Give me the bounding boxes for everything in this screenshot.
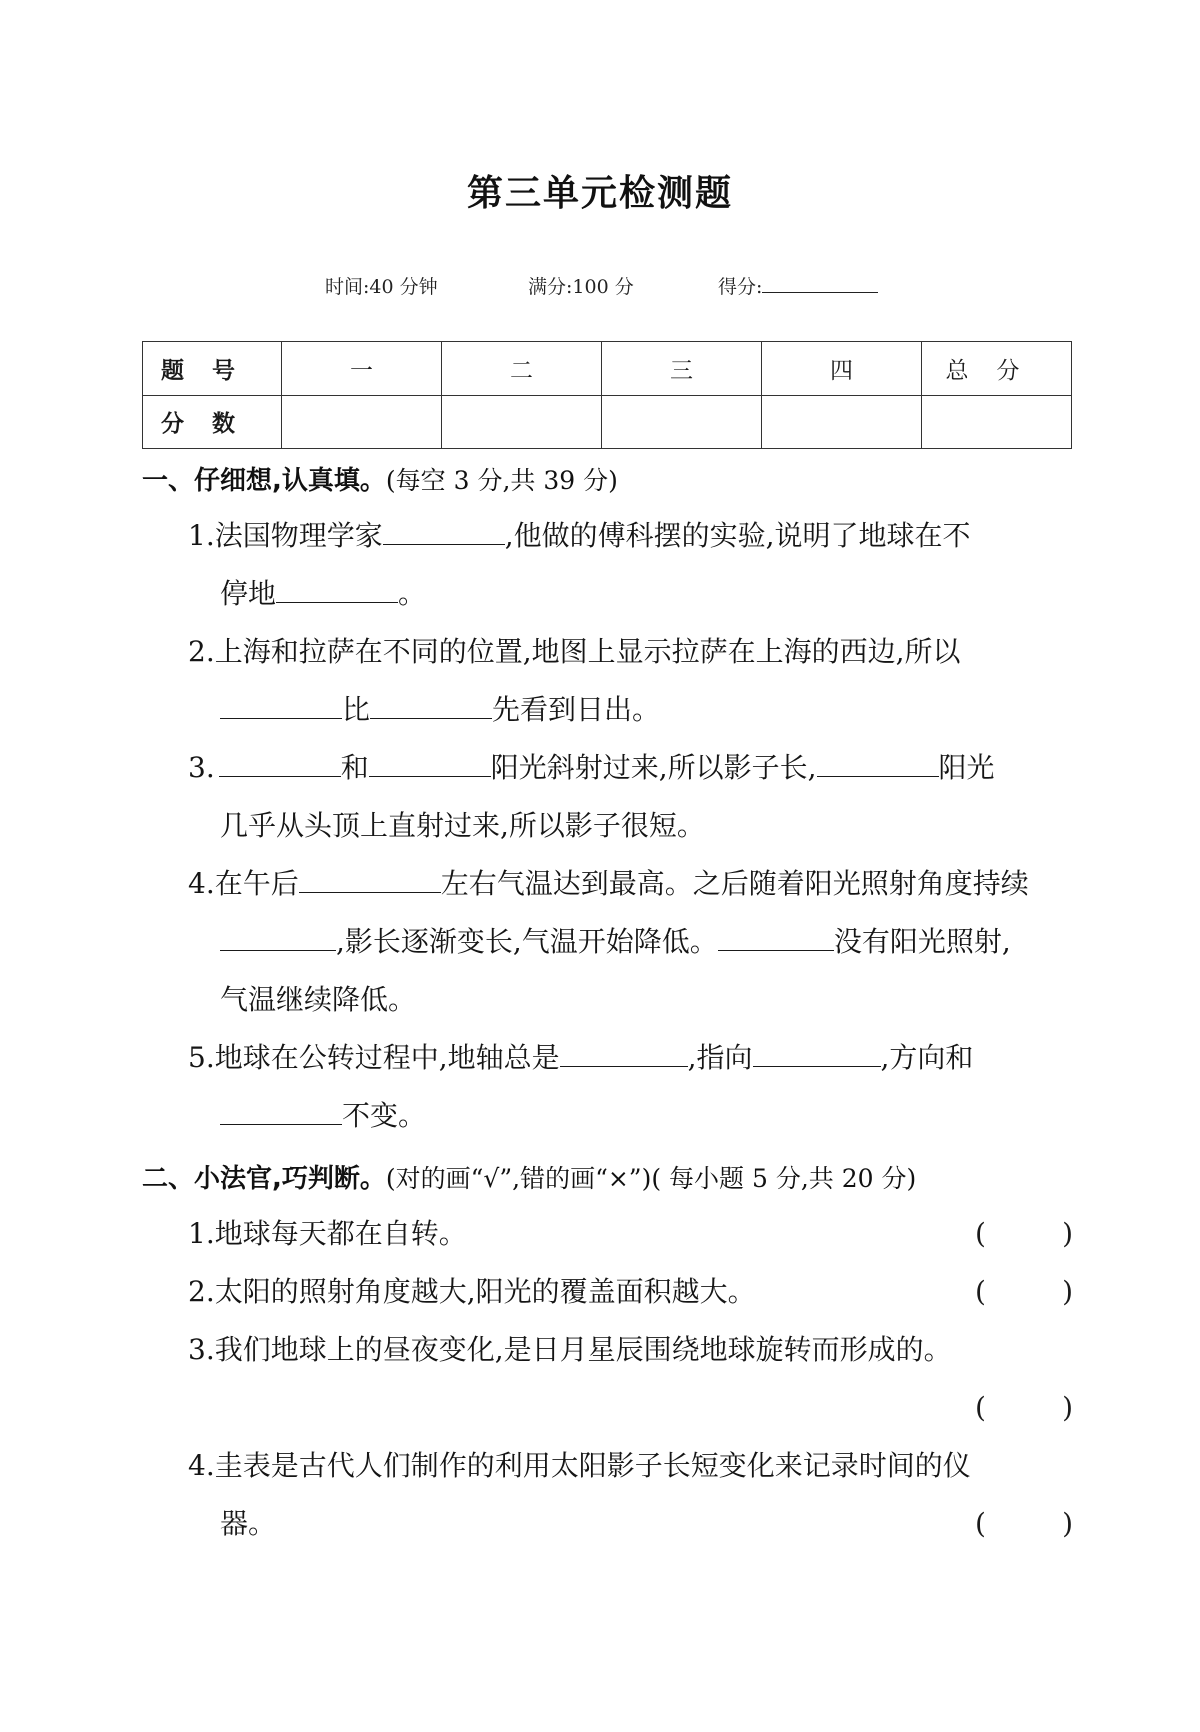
question-2-line-2 [220, 692, 1105, 728]
question-text: 比 [342, 693, 371, 726]
answer-blank[interactable] [219, 750, 341, 777]
question-4-line-2 [220, 924, 1105, 960]
question-text: 阳光斜射过来,所以影子长, [490, 751, 817, 784]
score-table-score-row [143, 395, 1072, 449]
answer-blank[interactable] [299, 866, 441, 893]
section-2-note: (对的画“√”,错的画“×”)( 每小题 5 分,共 20 分) [385, 1164, 917, 1193]
question-text: 停地 [220, 577, 277, 610]
score-table-header-row [143, 342, 1072, 396]
question-text: ,他做的傅科摆的实验,说明了地球在不 [504, 519, 971, 552]
full-score: 满分:100 分 [528, 276, 634, 298]
question-4-line-1 [188, 866, 1073, 902]
question-text: 法国物理学家 [214, 519, 383, 552]
score-row-label: 分数 [143, 395, 282, 449]
question-5-line-1 [188, 1040, 1073, 1076]
answer-blank[interactable] [718, 924, 834, 951]
judge-item-4 [188, 1448, 1073, 1484]
answer-blank[interactable] [276, 576, 398, 603]
question-number: 5. [188, 1041, 215, 1074]
score-cell[interactable] [282, 395, 442, 449]
section-1-note: (每空 3 分,共 39 分) [385, 466, 618, 495]
score-blank[interactable] [762, 274, 878, 293]
section-2-title: 二、小法官,巧判断。 [142, 1164, 386, 1194]
score-table-header-cell: 总分 [922, 342, 1072, 396]
question-text: 先看到日出。 [492, 693, 661, 726]
question-text: ,影长逐渐变长,气温开始降低。 [336, 925, 718, 958]
question-text: 器。 [220, 1507, 277, 1540]
score-table-header-cell: 二 [442, 342, 602, 396]
score-cell[interactable] [442, 395, 602, 449]
score-label: 得分: [718, 276, 763, 298]
question-5-line-2 [220, 1098, 1105, 1134]
answer-parentheses[interactable]: ( ) [975, 1391, 1073, 1424]
question-text: 地球每天都在自转。 [214, 1217, 467, 1250]
score-cell[interactable] [922, 395, 1072, 449]
score-table-header-cell: 三 [602, 342, 762, 396]
question-text: 气温继续降低。 [220, 983, 417, 1016]
judge-item-3 [188, 1332, 1073, 1368]
section-1-title: 一、仔细想,认真填。 [142, 466, 386, 496]
question-number: 3. [188, 1333, 215, 1366]
question-number: 1. [188, 1217, 215, 1250]
question-text: 几乎从头顶上直射过来,所以影子很短。 [220, 809, 705, 842]
question-text: 。 [398, 577, 427, 610]
question-number: 1. [188, 519, 215, 552]
question-text: 左右气温达到最高。之后随着阳光照射角度持续 [440, 867, 1029, 900]
time-limit: 时间:40 分钟 [325, 276, 438, 298]
question-3-line-1 [188, 750, 1073, 786]
score-table-header-cell: 题号 [143, 342, 282, 396]
question-4-line-3 [220, 982, 1105, 1018]
score-table-header-cell: 一 [282, 342, 442, 396]
question-text: 不变。 [342, 1099, 427, 1132]
section-1-heading [142, 460, 618, 497]
page-title: 第三单元检测题 [466, 173, 733, 214]
question-number: 2. [188, 1275, 215, 1308]
answer-parentheses[interactable]: ( ) [975, 1507, 1073, 1540]
question-text: 圭表是古代人们制作的利用太阳影子长短变化来记录时间的仪 [214, 1449, 971, 1482]
answer-blank[interactable] [817, 750, 939, 777]
question-text: 上海和拉萨在不同的位置,地图上显示拉萨在上海的西边,所以 [214, 635, 961, 668]
question-text: 阳光 [938, 751, 995, 784]
question-number: 2. [188, 635, 215, 668]
section-2-heading [142, 1158, 916, 1195]
judge-item-2 [188, 1274, 1073, 1310]
answer-blank[interactable] [220, 924, 336, 951]
score-cell[interactable] [762, 395, 922, 449]
answer-blank[interactable] [560, 1040, 688, 1067]
question-text: 我们地球上的昼夜变化,是日月星辰围绕地球旋转而形成的。 [214, 1333, 952, 1366]
question-number: 4. [188, 867, 215, 900]
answer-parentheses[interactable]: ( ) [975, 1275, 1073, 1308]
question-3-line-2 [220, 808, 1105, 844]
answer-blank[interactable] [370, 692, 492, 719]
score-cell[interactable] [602, 395, 762, 449]
question-text: ,方向和 [880, 1041, 974, 1074]
answer-blank[interactable] [753, 1040, 881, 1067]
question-1-line-1 [188, 518, 1073, 554]
answer-blank[interactable] [383, 518, 505, 545]
question-number: 4. [188, 1449, 215, 1482]
score-field [718, 272, 878, 299]
question-text: 没有阳光照射, [833, 925, 1011, 958]
score-table-header-cell: 四 [762, 342, 922, 396]
score-table [142, 341, 1072, 449]
question-text: ,指向 [687, 1041, 753, 1074]
question-text: 在午后 [214, 867, 299, 900]
answer-blank[interactable] [369, 750, 491, 777]
answer-blank[interactable] [220, 1098, 342, 1125]
question-text: 太阳的照射角度越大,阳光的覆盖面积越大。 [214, 1275, 756, 1308]
judge-item-4-cont [220, 1506, 1105, 1542]
answer-blank[interactable] [220, 692, 342, 719]
question-number: 3. [188, 751, 215, 784]
question-text: 和 [340, 751, 369, 784]
judge-item-1 [188, 1216, 1073, 1252]
question-text: 地球在公转过程中,地轴总是 [214, 1041, 560, 1074]
question-2-line-1 [188, 634, 1073, 670]
question-1-line-2 [220, 576, 1105, 612]
answer-parentheses[interactable]: ( ) [975, 1217, 1073, 1250]
